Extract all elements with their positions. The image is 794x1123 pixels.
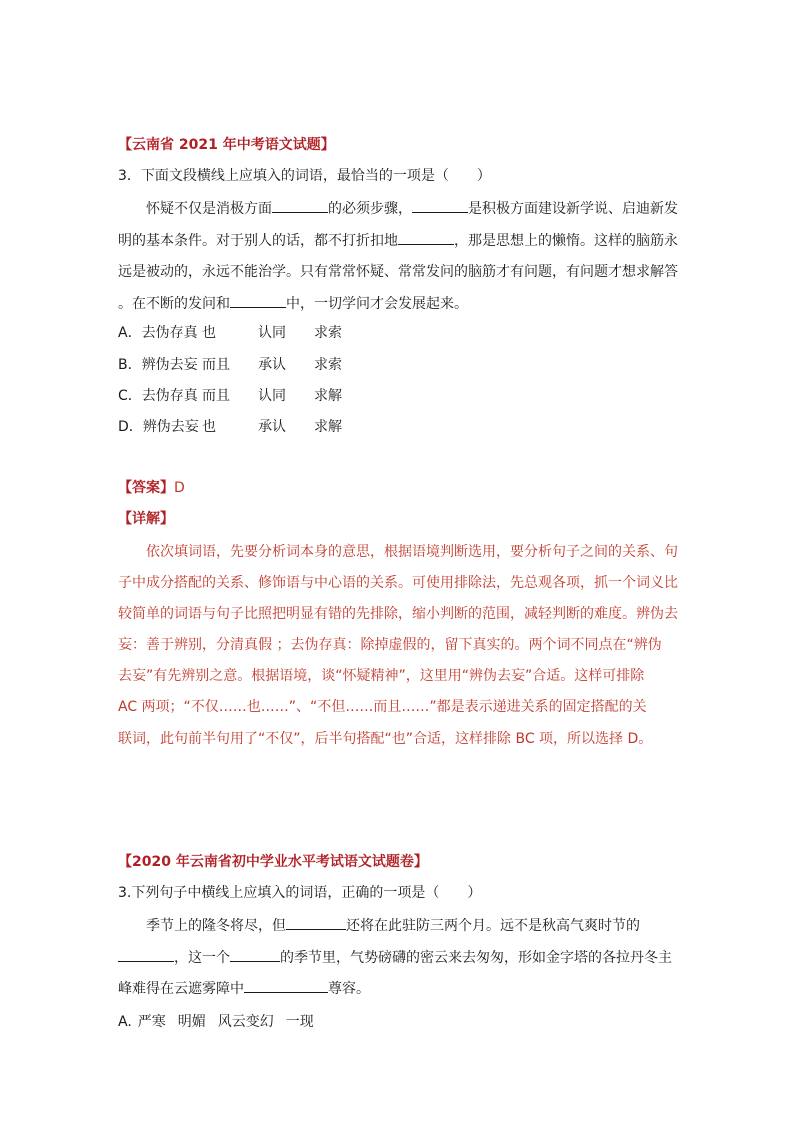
analysis-line: 较简单的词语与句子比照把明显有错的先排除，缩小判断的范围，减轻判断的难度。辨伪去 [118,606,678,622]
answer-line [118,478,678,498]
option-c: C．去伪存真 而且 认同 求解 [118,388,342,404]
passage-line [118,293,678,314]
passage-text: 峰难得在云遮雾障中 [118,981,244,997]
option-b: B．辨伪去妄 而且 承认 求索 [118,357,342,373]
passage-text: 。在不断的发问和 [118,296,230,312]
analysis-line: 妄：善于辨别，分清真假 ；去伪存真：除掉虚假的，留下真实的。两个词不同点在“辨伪 [118,637,662,653]
fill-blank [272,198,328,213]
passage-line [146,915,706,936]
fill-blank [398,230,454,245]
passage-text: 尊容。 [328,981,370,997]
passage-text: 季节上的隆冬将尽，但 [146,918,286,934]
fill-blank [118,947,174,962]
passage-text: 的季节里，气势磅礴的密云来去匆匆，形如金字塔的各拉丹冬主 [280,950,672,966]
passage-text: 明的基本条件。对于别人的话，都不打折扣地 [118,233,398,249]
passage-text: ，这一个 [174,950,230,966]
fill-blank [412,198,468,213]
section-title: 【2020 年云南省初中学业水平考试语文试题卷】 [118,854,428,870]
fill-blank [230,293,286,308]
passage-text: 还将在此驻防三两个月。远不是秋高气爽时节的 [346,918,640,934]
option-d: D．辨伪去妄 也 承认 求解 [118,419,342,435]
passage-text: 中，一切学问才会发展起来。 [286,296,468,312]
analysis-line: 子中成分搭配的关系、修饰语与中心语的关系。可使用排除法，先总观各项，抓一个词义比 [118,575,678,591]
option-a: A．去伪存真 也 认同 求索 [118,325,342,341]
passage-text: ，那是思想上的懒惰。这样的脑筋永 [454,233,678,249]
analysis-line: AC 两项；“不仅……也……”、“不但……而且……”都是表示递进关系的固定搭配的关 [118,699,647,715]
passage-line [118,978,678,999]
passage-text: 的必须步骤， [328,201,412,217]
option-a: A. 严寒 明媚 风云变幻 一现 [118,1014,314,1030]
question-stem: 3．下面文段横线上应填入的词语，最恰当的一项是（ ） [118,168,491,184]
analysis-label: 【详解】 [118,511,174,527]
passage-line: 远是被动的，永远不能治学。只有常常怀疑、常常发问的脑筋才有问题，有问题才想求解答 [118,264,678,280]
analysis-line: 依次填词语，先要分析词本身的意思，根据语境判断选用，要分析句子之间的关系、句 [146,544,678,560]
passage-line [118,947,678,968]
answer-value: D [174,480,185,496]
fill-blank [230,947,280,962]
answer-label: 【答案】 [118,480,174,496]
passage-text: 怀疑不仅是消极方面 [146,201,272,217]
fill-blank [244,978,328,993]
passage-line [118,230,678,251]
analysis-line: 去妄”有先辨别之意。根据语境，谈“怀疑精神”，这里用“辨伪去妄”合适。这样可排除 [118,668,645,684]
section-title: 【云南省 2021 年中考语文试题】 [118,137,335,153]
question-stem: 3.下列句子中横线上应填入的词语，正确的一项是（ ） [118,885,482,901]
analysis-line: 联词，此句前半句用了“不仅”，后半句搭配“也”合适，这样排除 BC 项，所以选择 D。 [118,731,653,747]
passage-text: 是积极方面建设新学说、启迪新发 [468,201,678,217]
passage-line [146,198,706,219]
fill-blank [286,915,346,930]
